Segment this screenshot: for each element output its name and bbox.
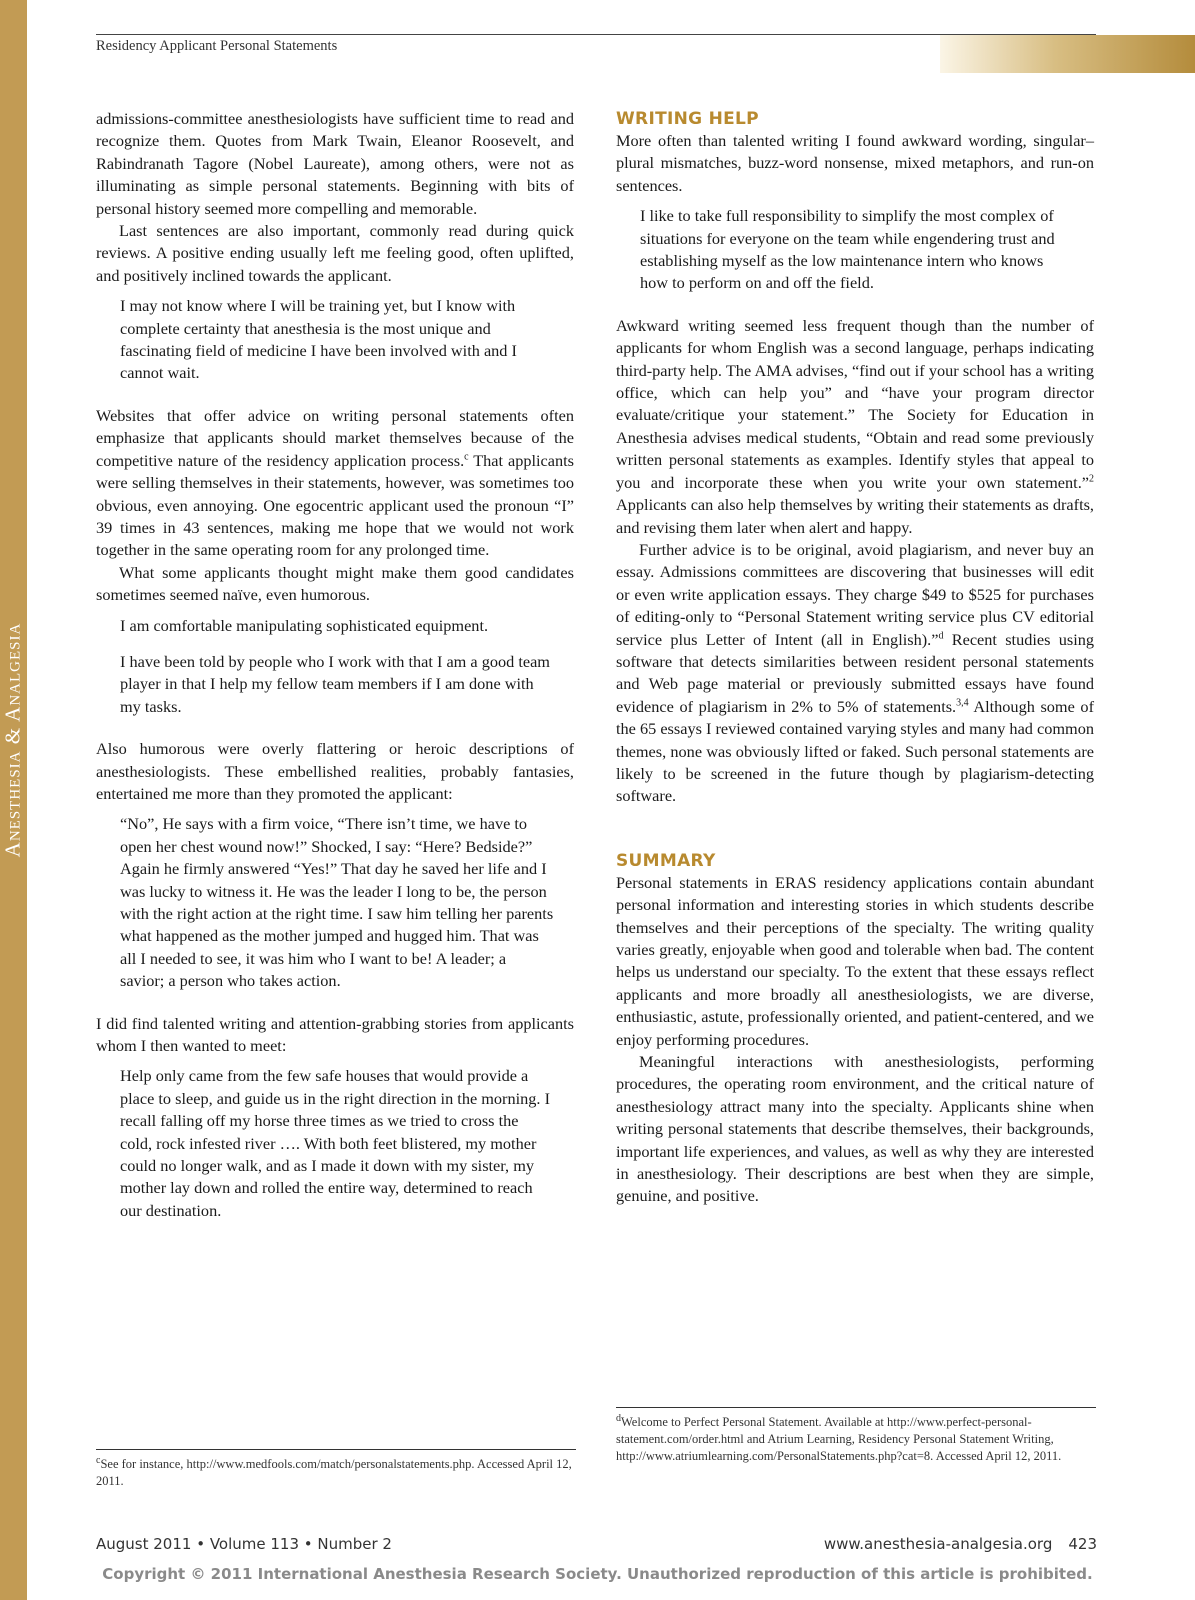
paragraph: I did find talented writing and attention-grabbing stories from applicants whom I then wanted to meet: [96,1013,574,1056]
paragraph-text: Websites that offer advice on writing personal statements often emphasize that applicants should market themselves because of the competitive nature of the residency application process. [96,405,574,470]
footnote-c [96,1449,576,1490]
quote-text: “No”, He says with a firm voice, “There isn’t time, we have to open her chest wound now!” Shocked, I say: “Here? Bedside?” Again he firmly answered “Yes!” That day he saved her life and I was lucky to witness it. He was the leader I long to be, the person with the right action at the right time. I saw him telling her parents what happened as the mother jumped and hugged him. That was all I needed to see, it was him who I want to be! A leader; a savior; a person who takes action. [120,814,554,991]
footer-right [824,1535,1097,1553]
footnote-mark: c [96,1454,101,1466]
journal-sidebar [0,0,27,1600]
section-heading-summary: SUMMARY [616,850,716,871]
paragraph: Meaningful interactions with anesthesiologists, performing procedures, the operating room environment, and the critical nature of anesthesiology attract many into the specialty. Applicants shine when writing personal statements that describe themselves, their backgrounds, important life experiences, and values, as well as why they are interested in anesthesiology. Their descriptions are best when they are simple, genuine, and positive. [616,1052,1094,1206]
paragraph [96,405,574,562]
paragraph-text: That applicants were selling themselves in their statements, however, was sometimes too obvious, even annoying. One egocentric applicant used the pronoun “I” 39 times in 43 sentences, making me hope that we would not work together in the same operating room for any prolonged time. [96,450,574,560]
quote-text: I may not know where I will be training yet, but I know with complete certainty that anesthesia is the most unique and fascinating field of medicine I have been involved with and I cannot wait. [120,296,517,383]
block-quote [120,813,554,992]
block-quote [120,615,554,719]
paragraph: What some applicants thought might make them good candidates sometimes seemed naïve, even humorous. [96,562,574,605]
issue-info: August 2011 • Volume 113 • Number 2 [96,1535,392,1553]
paragraph: admissions-committee anesthesiologists have sufficient time to read and recognize them. Quotes from Mark Twain, Eleanor Roosevelt, and Rabindranath Tagore (Nobel Laureate), among others, were not as illuminating as simple personal statements. Beginning with bits of personal history seemed more compelling and memorable. [96,109,574,218]
paragraph [616,315,1094,539]
reference-3-4: 3,4 [956,697,969,709]
paragraph-text: Recent studies using software that detects similarities between resident personal statements and Web page material or previously submitted essays have found evidence of plagiarism in 2% to 5% of statements. [616,629,1095,716]
paragraph-text: Awkward writing seemed less frequent though than the number of applicants for whom English was a second language, perhaps indicating third-party help. The AMA advises, “find out if your school has a writing office, which can help you” and “have your program director evaluate/critique your statement.” The Society for Education in Anesthesia advises medical students, “Obtain and read some previously written personal statements as examples. Identify styles that appeal to you and incorporate these when you write your own statement.” [616,315,1094,492]
footnote-text: See for instance, http://www.medfools.com/match/personalstatements.php. Accessed April 12, 2011. [96,1457,572,1488]
header-gradient-bar [940,35,1195,73]
footnote-mark: d [616,1412,621,1424]
page-number: 423 [1068,1535,1097,1553]
paragraph: Last sentences are also important, commonly read during quick reviews. A positive ending usually left me feeling good, often uplifted, and positively inclined towards the applicant. [96,221,574,285]
block-quote [120,295,554,385]
section-heading-writing-help: WRITING HELP [616,109,759,129]
quote-text: I am comfortable manipulating sophisticated equipment. [120,615,489,635]
footnote-d [616,1407,1096,1465]
block-quote [120,1065,554,1222]
footnote-ref-d: d [938,630,944,642]
footnote-ref-c: c [464,451,469,463]
paragraph: Personal statements in ERAS residency applications contain abundant personal information and interesting stories in which students describe themselves and their perceptions of the specialty. The writing quality varies greatly, enjoyable when good and tolerable when bad. The content helps us understand our specialty. To the extent that these essays reflect applicants and more broadly all anesthesiologists, we are diverse, enthusiastic, astute, professionally oriented, and patient-centered, and we enjoy performing procedures. [616,872,1094,1049]
sidebar-journal-title: Anesthesia & Analgesia [0,622,25,858]
paragraph-text: Applicants can also help themselves by writing their statements as drafts, and revising them later when alert and happy. [616,495,1094,537]
footnote-text: Welcome to Perfect Personal Statement. Available at http://www.perfect-personal-statement.com/order.html and Atrium Learning, Residency Personal Statement Writing, http://www.atriumlearning.com/PersonalStatements.php?cat=8. Accessed April 12, 2011. [616,1415,1062,1463]
quote-text: I like to take full responsibility to simplify the most complex of situations for everyone on the team while engendering trust and establishing myself as the low maintenance intern who knows how to perform on and off the field. [640,206,1055,293]
left-column [96,108,574,1242]
paragraph [616,539,1094,808]
right-column [616,108,1094,1208]
copyright-notice: Copyright © 2011 International Anesthesia Research Society. Unauthorized reproduction of this article is prohibited. [102,1565,1093,1583]
reference-2: 2 [1089,473,1094,485]
journal-website-link[interactable]: www.anesthesia-analgesia.org [823,1535,1053,1553]
paragraph-text: Although some of the 65 essays I reviewed contained varying styles and many had common themes, none was obviously lifted or faked. Such personal statements are likely to be screened in the future though by plagiarism-detecting software. [616,696,1094,806]
block-quote [640,205,1074,295]
paragraph-text: Further advice is to be original, avoid plagiarism, and never buy an essay. Admissions committees are discovering that businesses will edit or even write application essays. They charge $49 to $525 for purchases of editing-only to “Personal Statement writing service plus CV editorial service plus Letter of Intent (all in English).” [616,539,1094,649]
running-title: Residency Applicant Personal Statements [96,38,338,54]
paragraph: Also humorous were overly flattering or heroic descriptions of anesthesiologists. These embellished realities, probably fantasies, entertained me more than they promoted the applicant: [96,739,574,803]
quote-text: Help only came from the few safe houses that would provide a place to sleep, and guide us in the right direction in the morning. I recall falling off my horse three times as we tried to cross the cold, rock infested river …. With both feet blistered, my mother could no longer walk, and as I made it down with my sister, my mother lay down and rolled the entire way, determined to reach our destination. [120,1066,550,1220]
quote-text: I have been told by people who I work with that I am a good team player in that I help my fellow team members if I am done with my tasks. [120,651,550,716]
paragraph: More often than talented writing I found awkward wording, singular–plural mismatches, buzz-word nonsense, mixed metaphors, and run-on sentences. [616,131,1094,195]
